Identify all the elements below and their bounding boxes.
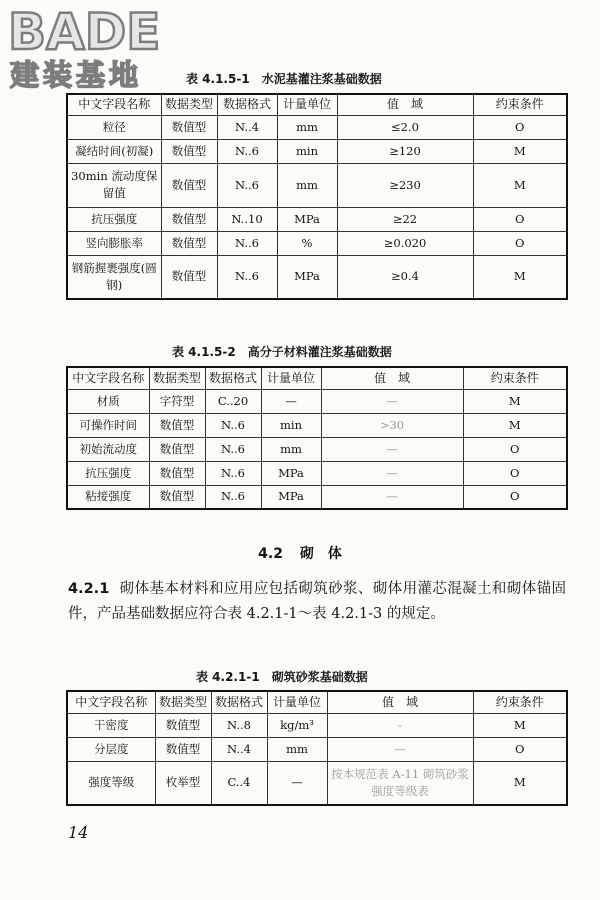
- table-cell: 分层度: [67, 737, 155, 761]
- column-header: 中文字段名称: [67, 367, 149, 389]
- table-cell: min: [277, 139, 337, 163]
- table-cell: N..6: [217, 255, 277, 299]
- table-cell: min: [261, 413, 321, 437]
- table-cell: —: [261, 389, 321, 413]
- table-row: [67, 485, 567, 509]
- table-cell: O: [473, 231, 567, 255]
- logo-wordmark: BADE: [8, 3, 161, 61]
- table-cell: 数值型: [161, 207, 217, 231]
- table-cell: 材质: [67, 389, 149, 413]
- table-header-row: [67, 367, 567, 389]
- table-row: [67, 139, 567, 163]
- table-cell: N..6: [205, 413, 261, 437]
- table-cell: MPa: [277, 255, 337, 299]
- table-cell: 数值型: [155, 713, 211, 737]
- table-header-row: [67, 94, 567, 115]
- table-cell: 数值型: [161, 231, 217, 255]
- table-number: 表 4.2.1-1: [196, 670, 260, 684]
- clause-text: 砌体基本材料和应用应包括砌筑砂浆、砌体用灌芯混凝土和砌体锚固件，产品基础数据应符合表 4.2.1-1～表 4.2.1-3 的规定。: [68, 581, 566, 622]
- table-cell: 钢筋握裹强度(圆钢): [67, 255, 161, 299]
- table-cell: 数值型: [161, 163, 217, 207]
- table-title: 高分子材料灌注浆基础数据: [247, 345, 392, 359]
- bade-logo: [8, 3, 183, 96]
- table-cell: M: [473, 761, 567, 805]
- table-cell: -: [327, 713, 473, 737]
- table-caption-4-1-5-2: [172, 343, 392, 360]
- table-row: [67, 231, 567, 255]
- table-cell: 数值型: [149, 413, 205, 437]
- table-caption-4-1-5-1: [186, 70, 382, 87]
- table-cell: ≤2.0: [337, 115, 473, 139]
- table-cell: M: [473, 255, 567, 299]
- column-header: 值 域: [321, 367, 463, 389]
- column-header: 中文字段名称: [67, 691, 155, 713]
- clause-number: 4.2.1: [68, 581, 110, 597]
- table-cell: M: [473, 139, 567, 163]
- table-cell: ≥22: [337, 207, 473, 231]
- table-header-row: [67, 691, 567, 713]
- column-header: 数据格式: [217, 94, 277, 115]
- table-cell: 字符型: [149, 389, 205, 413]
- table-cell: 强度等级: [67, 761, 155, 805]
- column-header: 数据类型: [149, 367, 205, 389]
- column-header: 数据格式: [205, 367, 261, 389]
- table-masonry-mortar: [66, 690, 568, 806]
- table-cell: M: [463, 389, 567, 413]
- table-row: [67, 761, 567, 805]
- table-title: 砌筑砂浆基础数据: [271, 670, 368, 684]
- table-cell: 30min 流动度保留值: [67, 163, 161, 207]
- table-cell: —: [267, 761, 327, 805]
- section-title: 砌 体: [299, 546, 342, 562]
- table-cell: mm: [261, 437, 321, 461]
- table-row: [67, 461, 567, 485]
- table-cell: ≥0.020: [337, 231, 473, 255]
- table-cell: —: [327, 737, 473, 761]
- table-number: 表 4.1.5-1: [186, 72, 250, 86]
- page-number: 14: [68, 823, 89, 842]
- table-cell: mm: [277, 163, 337, 207]
- table-cell: ≥120: [337, 139, 473, 163]
- column-header: 计量单位: [261, 367, 321, 389]
- table-cell: —: [321, 485, 463, 509]
- column-header: 中文字段名称: [67, 94, 161, 115]
- table-cell: 初始流动度: [67, 437, 149, 461]
- column-header: 数据格式: [211, 691, 267, 713]
- table-cell: N..8: [211, 713, 267, 737]
- column-header: 数据类型: [155, 691, 211, 713]
- table-row: [67, 255, 567, 299]
- column-header: 数据类型: [161, 94, 217, 115]
- table-cell: 抗压强度: [67, 461, 149, 485]
- table-row: [67, 413, 567, 437]
- table-cell: O: [473, 115, 567, 139]
- table-cell: MPa: [261, 485, 321, 509]
- table-cell: 竖向膨胀率: [67, 231, 161, 255]
- table-cell: O: [463, 461, 567, 485]
- table-cell: M: [473, 163, 567, 207]
- table-cell: 凝结时间(初凝): [67, 139, 161, 163]
- table-cell: 枚举型: [155, 761, 211, 805]
- table-row: [67, 437, 567, 461]
- section-number: 4.2: [258, 546, 283, 562]
- table-cell: 干密度: [67, 713, 155, 737]
- table-cell: 粒径: [67, 115, 161, 139]
- column-header: 计量单位: [277, 94, 337, 115]
- table-cell: C..20: [205, 389, 261, 413]
- table-cell: 粘接强度: [67, 485, 149, 509]
- table-cell: 数值型: [161, 115, 217, 139]
- table-cell: MPa: [261, 461, 321, 485]
- table-cell: N..6: [217, 139, 277, 163]
- table-cell: M: [463, 413, 567, 437]
- table-cell: 按本规范表 A-11 砌筑砂浆强度等级表: [327, 761, 473, 805]
- table-cell: MPa: [277, 207, 337, 231]
- table-cell: ≥230: [337, 163, 473, 207]
- table-caption-4-2-1-1: [196, 668, 368, 685]
- column-header: 值 域: [327, 691, 473, 713]
- table-cell: kg/m³: [267, 713, 327, 737]
- table-cell: N..6: [205, 461, 261, 485]
- table-cell: 数值型: [149, 461, 205, 485]
- table-cell: N..6: [217, 231, 277, 255]
- table-cell: mm: [267, 737, 327, 761]
- table-cell: N..6: [217, 163, 277, 207]
- section-heading: [0, 543, 600, 563]
- table-cell: 数值型: [155, 737, 211, 761]
- table-cell: 数值型: [149, 485, 205, 509]
- table-cell: C..4: [211, 761, 267, 805]
- clause-paragraph: [68, 577, 566, 627]
- table-cell: N..4: [211, 737, 267, 761]
- logo-subtitle: 建装基地: [10, 58, 143, 92]
- table-cell: O: [463, 437, 567, 461]
- table-cell: N..4: [217, 115, 277, 139]
- table-cell: %: [277, 231, 337, 255]
- table-cell: 数值型: [161, 139, 217, 163]
- table-cell: N..10: [217, 207, 277, 231]
- table-title: 水泥基灌注浆基础数据: [261, 72, 382, 86]
- column-header: 值 域: [337, 94, 473, 115]
- table-cell: 抗压强度: [67, 207, 161, 231]
- column-header: 计量单位: [267, 691, 327, 713]
- table-row: [67, 163, 567, 207]
- table-cell: —: [321, 437, 463, 461]
- table-cell: 数值型: [149, 437, 205, 461]
- table-cement-grout: [66, 93, 568, 300]
- table-cell: M: [473, 713, 567, 737]
- table-cell: 数值型: [161, 255, 217, 299]
- column-header: 约束条件: [463, 367, 567, 389]
- table-cell: 可操作时间: [67, 413, 149, 437]
- table-row: [67, 115, 567, 139]
- table-row: [67, 207, 567, 231]
- column-header: 约束条件: [473, 691, 567, 713]
- table-cell: O: [463, 485, 567, 509]
- table-row: [67, 389, 567, 413]
- table-cell: —: [321, 461, 463, 485]
- table-cell: mm: [277, 115, 337, 139]
- table-cell: N..6: [205, 437, 261, 461]
- table-cell: >30: [321, 413, 463, 437]
- table-number: 表 4.1.5-2: [172, 345, 236, 359]
- table-cell: N..6: [205, 485, 261, 509]
- table-row: [67, 713, 567, 737]
- table-cell: O: [473, 207, 567, 231]
- table-polymer-grout: [66, 366, 568, 510]
- table-cell: O: [473, 737, 567, 761]
- table-cell: —: [321, 389, 463, 413]
- table-row: [67, 737, 567, 761]
- column-header: 约束条件: [473, 94, 567, 115]
- table-cell: ≥0.4: [337, 255, 473, 299]
